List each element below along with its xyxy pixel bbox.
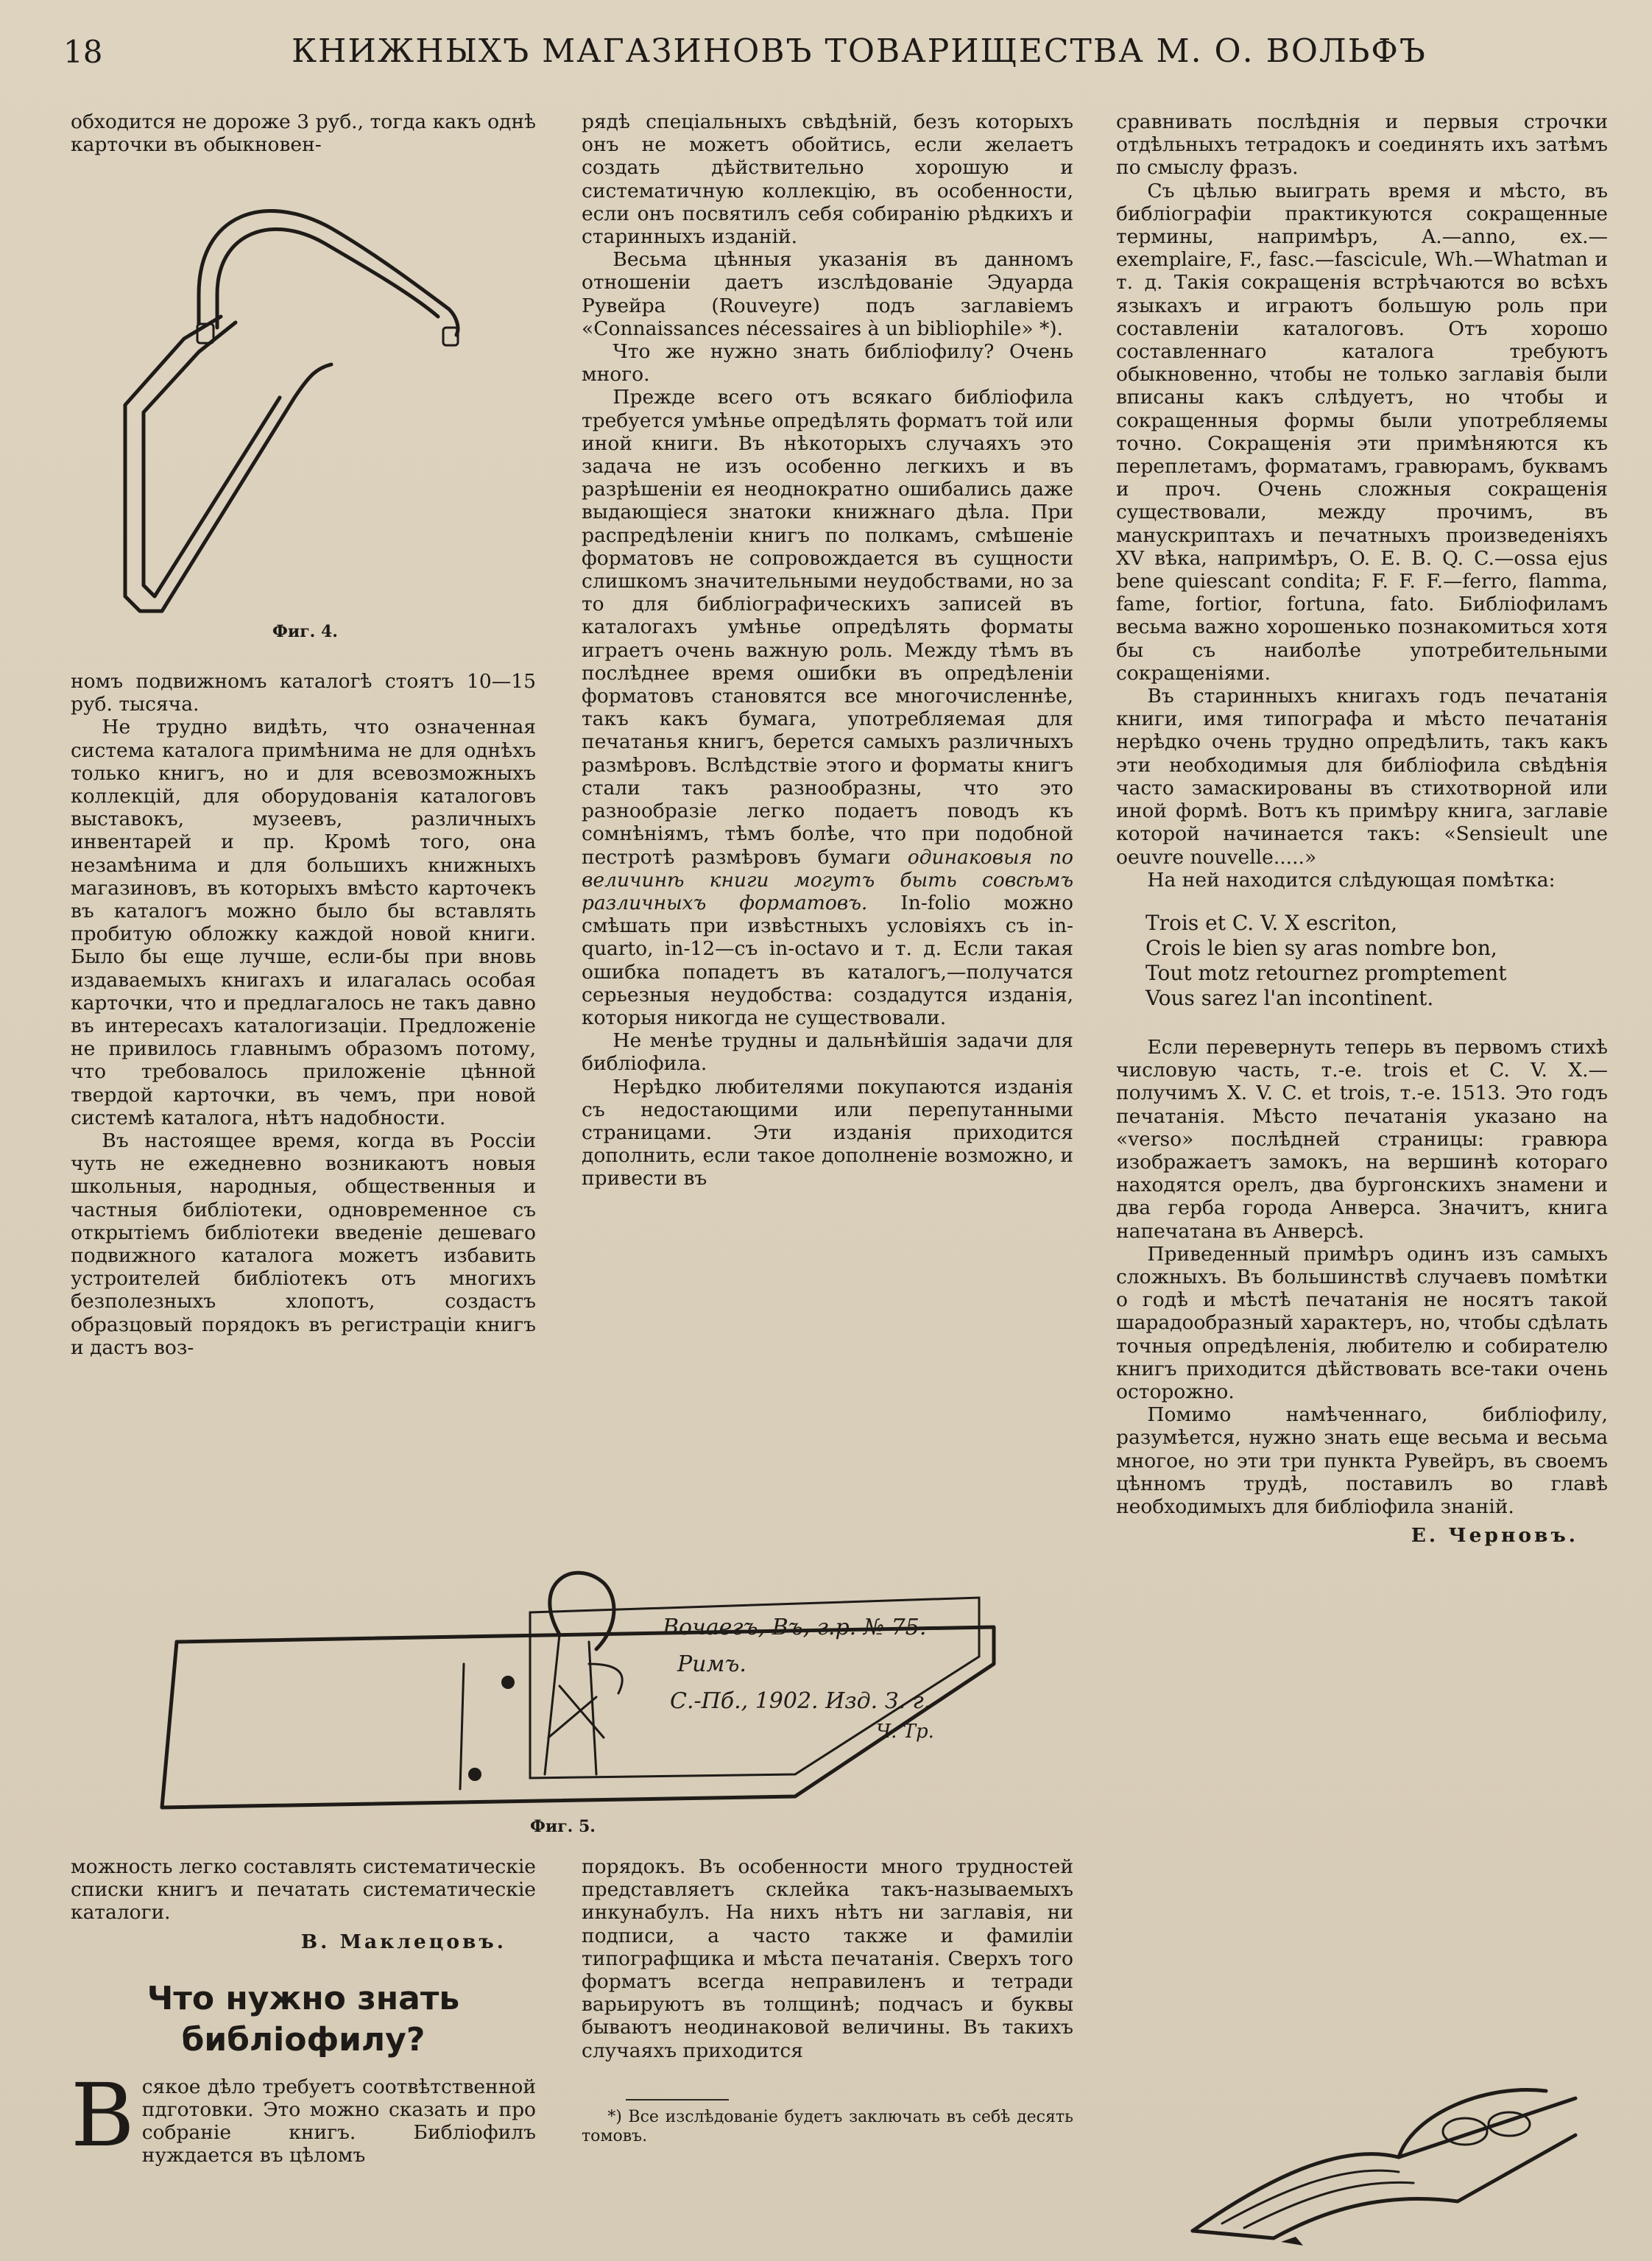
- page-header: [63, 32, 1608, 84]
- poem-line: Vous sarez l'an incontinent.: [1146, 985, 1434, 1010]
- open-book-ornament: [1178, 2054, 1590, 2253]
- paragraph: обходится не дороже 3 руб., тогда какъ однѣ карточки въ обыкновен-: [71, 110, 536, 157]
- poem-line: Trois et C. V. X escriton,: [1146, 910, 1398, 935]
- card-handwriting-line-1: Вочаегъ, Въ, г.р. № 75.: [663, 1615, 927, 1640]
- paragraph: Въ старинныхъ книгахъ годъ печатанія книги, имя типографа и мѣсто печатанія нерѣдко очень трудно опредѣлить, такъ какъ эти необходимыя для библіофила свѣдѣнія часто замаскированы въ стихотворной или иной формѣ. Вотъ къ примѣру книга, заглавіе которой начинается такъ: «Sensieult une oeuvre nouvelle.....»: [1116, 685, 1608, 869]
- column-1-top: [71, 110, 536, 156]
- page-number: 18: [63, 34, 103, 70]
- paragraph: Нерѣдко любителями покупаются изданія съ недостающими или перепутанными страницами. Эти изданія приходится дополнить, если такое дополненіе возможно, и привести въ: [582, 1075, 1073, 1191]
- poem: [1146, 911, 1608, 1011]
- column-1-middle: [71, 670, 536, 1359]
- paragraph: На ней находится слѣдующая помѣтка:: [1147, 868, 1556, 892]
- paragraph-text: In-folio можно смѣшать при извѣстныхъ условіяхъ съ in-quarto, in-12—съ in-octavo и т. д. Если такая ошибка попадетъ въ каталогъ,—получатся серьезныя неудобства: создадутся изданія, которыя никогда не существовали.: [582, 891, 1073, 1029]
- paragraph: сравнивать послѣднія и первыя строчки отдѣльныхъ тетрадокъ и соединять ихъ затѣмъ по смыслу фразъ.: [1116, 110, 1608, 180]
- paragraph: Помимо намѣченнаго, библіофилу, разумѣется, нужно знать еще весьма и весьма многое, но эти три пункта Рувейръ, въ своемъ цѣнномъ трудѣ, поставилъ во главѣ необходимыхъ для библіофила знаній.: [1116, 1403, 1608, 1518]
- column-3: [1116, 110, 1608, 1547]
- author-signature: Е. Черновъ.: [1411, 1524, 1578, 1548]
- card-handwriting-line-3: С.-Пб., 1902. Изд. З. г.: [670, 1688, 931, 1714]
- poem-line: Tout motz retournez promptement: [1146, 960, 1507, 985]
- paragraph: Если перевернуть теперь въ первомъ стихѣ числовую часть, т.-е. trois et C. V. X.—получимъ X. V. C. et trois, т.-е. 1513. Это годъ печатанія. Мѣсто печатанія указано на «verso» послѣдней страницы: гравюра изображаетъ замокъ, на вершинѣ котораго находятся орелъ, два бургонскихъ знамени и два герба города Анверса. Значитъ, книга напечатана въ Анверсѣ.: [1116, 1035, 1608, 1243]
- figure-4-caption: Фиг. 4.: [272, 622, 338, 641]
- paragraph: Приведенный примѣръ одинъ изъ самыхъ сложныхъ. Въ большинствѣ случаевъ помѣтки о годѣ и мѣстѣ печатанія не носятъ такой шарадообразный характеръ, но, чтобы сдѣлать точныя опредѣленія, любителю и собирателю книгъ приходится дѣйствовать все-таки очень осторожно.: [1116, 1242, 1608, 1403]
- paragraph: Въ настоящее время, когда въ Россіи чуть не ежедневно возникаютъ новыя школьныя, народныя, общественныя и частныя библіотеки, одновременное съ открытіемъ библіотеки введеніе дешеваго подвижного каталога можетъ избавить устроителей библіотекъ отъ многихъ безполезныхъ хлопотъ, создастъ образцовый порядокъ въ регистраціи книгъ и дастъ воз-: [71, 1129, 536, 1359]
- paragraph: [582, 386, 1073, 1029]
- paragraph: Что же нужно знать библіофилу? Очень много.: [582, 340, 1073, 387]
- column-2-bottom: [582, 1855, 1073, 2146]
- column-2-top: [582, 110, 1073, 1191]
- drop-cap: В: [71, 2064, 135, 2166]
- running-title: КНИЖНЫХЪ МАГАЗИНОВЪ ТОВАРИЩЕСТВА М. О. ВОЛЬФЪ: [292, 32, 1427, 70]
- card-handwriting-line-2: Римъ.: [677, 1651, 746, 1677]
- author-signature: В. Маклецовъ.: [300, 1930, 506, 1953]
- card-handwriting-line-4: Ч. Тр.: [876, 1721, 934, 1743]
- figure-5-card-illustration: [147, 1553, 1001, 1819]
- paragraph: Весьма цѣнныя указанія въ данномъ отношеніи даетъ изслѣдованіе Эдуарда Рувейра (Rouveyre) подъ заглавіемъ «Connaissances nécessaires à un bibliophile» *).: [582, 248, 1073, 340]
- article-title: Что нужно знать библіофилу?: [147, 1979, 460, 2059]
- column-1-bottom: [71, 1855, 536, 2167]
- paragraph: [71, 2064, 536, 2167]
- figure-5-caption: Фиг. 5.: [530, 1817, 596, 1836]
- figure-4-hook-illustration: [110, 184, 523, 626]
- paragraph-text: сякое дѣло требуетъ соотвѣтственной пдготовки. Это можно сказать и про собраніе книгъ. Библіофилъ нуждается въ цѣломъ: [141, 2075, 536, 2167]
- paragraph-text: Прежде всего отъ всякаго библіофила требуется умѣнье опредѣлять форматъ той или иной книги. Въ нѣкоторыхъ случаяхъ это задача не изъ особенно легкихъ и въ разрѣшеніи ея неоднократно ошибались даже выдающіеся знатоки книжнаго дѣла. При распредѣленіи книгъ по полкамъ, смѣшеніе форматовъ не сопровождается въ сущности слишкомъ значительными неудобствами, но за то для библіографическихъ записей въ каталогахъ умѣнье опредѣлять форматы играетъ очень важную роль. Между тѣмъ въ послѣднее время ошибки въ опредѣленіи форматовъ становятся все многочисленнѣе, такъ какъ бумага, употребляемая для печатанья книгъ, берется самыхъ различныхъ размѣровъ. Вслѣдствіе этого и форматы книгъ стали такъ разнообразны, что это разнообразіе легко подаетъ поводъ къ сомнѣніямъ, тѣмъ болѣе, что при подобной пестротѣ размѣровъ бумаги: [582, 386, 1073, 869]
- paragraph: порядокъ. Въ особенности много трудностей представляетъ склейка такъ-называемыхъ инкунабулъ. На нихъ нѣтъ ни заглавія, ни подписи, а часто также и фамиліи типографщика и мѣста печатанія. Сверхъ того форматъ всегда неправиленъ и тетради варьируютъ въ толщинѣ; подчасъ и буквы бываютъ неодинаковой величины. Въ такихъ случаяхъ приходится: [582, 1855, 1073, 2062]
- footnote-divider: [626, 2099, 729, 2100]
- paragraph: рядѣ спеціальныхъ свѣдѣній, безъ которыхъ онъ не можетъ обойтись, если желаетъ создать дѣйствительно хорошую и систематичную коллекцію, въ особенности, если онъ посвятилъ себя собиранію рѣдкихъ и старинныхъ изданій.: [582, 110, 1073, 249]
- paragraph: Съ цѣлью выиграть время и мѣсто, въ библіографіи практикуются сокращенные термины, напримѣръ, A.—anno, ex.—exemplaire, F., fasc.—fascicule, Wh.—Whatman и т. д. Такія сокращенія встрѣчаются во всѣхъ языкахъ и играютъ большую роль при составленіи каталоговъ. Отъ хорошо составленнаго каталога требуютъ обыкновенно, чтобы не только заглавія были вписаны какъ слѣдуетъ, но чтобы и сокращенныя формы были употребляемы точно. Сокращенія эти примѣняются къ переплетамъ, форматамъ, гравюрамъ, буквамъ и проч. Очень сложныя сокращенія существовали, между прочимъ, въ манускриптахъ и печатныхъ произведеніяхъ XV вѣка, напримѣръ, O. E. B. Q. C.—ossa ejus bene quiescant condita; F. F. F.—ferro, flamma, fame, fortior, fortuna, fato. Библіофиламъ весьма важно хорошенько познакомиться хотя бы съ наиболѣе употребительными сокращеніями.: [1116, 179, 1608, 685]
- paragraph: Не трудно видѣть, что означенная система каталога примѣнима не для однѣхъ только книгъ, но и для всевозможныхъ коллекцій, для оборудованія каталоговъ выставокъ, музеевъ, различныхъ инвентарей и пр. Кромѣ того, она незамѣнима и для большихъ книжныхъ магазиновъ, въ которыхъ вмѣсто карточекъ въ каталогъ можно было бы вставлять пробитую обложку каждой новой книги. Было бы еще лучше, если-бы при вновь издаваемыхъ книгахъ и илагалась особая карточки, что и предлагалось не такъ давно въ интересахъ каталогизаціи. Предложеніе не привилось главнымъ образомъ потому, что требовалось приложеніе цѣнной твердой карточки, въ чемъ, при новой системѣ каталога, нѣтъ надобности.: [71, 716, 536, 1129]
- italic-phrase: одинаковыя по величинѣ книги могутъ быть совсѣмъ различныхъ форматовъ.: [582, 845, 1073, 914]
- poem-line: Crois le bien sy aras nombre bon,: [1146, 935, 1497, 960]
- paragraph: можность легко составлять систематическіе списки книгъ и печатать систематическіе каталоги.: [71, 1855, 536, 1925]
- paragraph: Не менѣе трудны и дальнѣйшія задачи для библіофила.: [582, 1029, 1073, 1076]
- paragraph: номъ подвижномъ каталогѣ стоятъ 10—15 руб. тысяча.: [71, 670, 536, 716]
- footnote: *) Все изслѣдованіе будетъ заключать въ себѣ десять томовъ.: [582, 2107, 1073, 2145]
